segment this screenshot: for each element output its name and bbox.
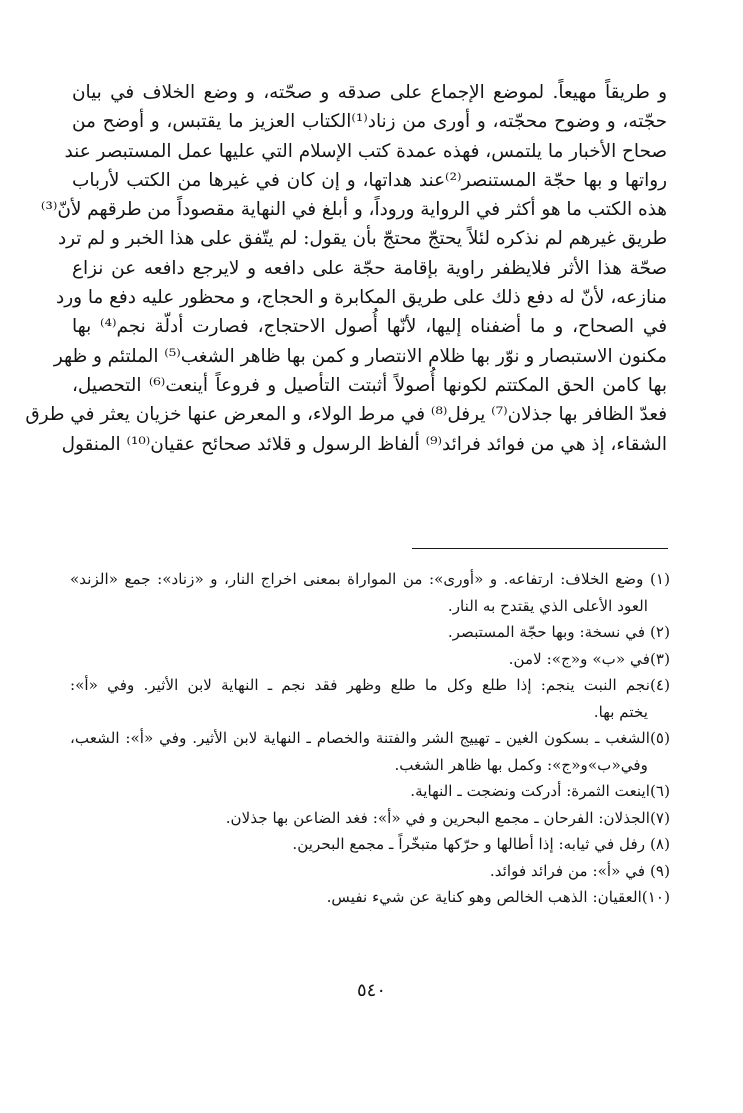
text-line: صحّة هذا الأثر فلايظفر راوية بإقامة حجّة على دافعه و لايرجع دافعه عن نزاع: [72, 257, 667, 279]
footnote-line: (٤)نجم النبت ينجم: إذا طلع وكل ما طلع وظهر فقد نجم ـ النهاية لابن الأثير. وفي «أ»:: [70, 676, 670, 694]
footnote-line: (٥)الشغب ـ بسكون الغين ـ تهييج الشر والفتنة والخصام ـ النهاية لابن الأثير. وفي «أ»: الشعب،: [70, 729, 670, 747]
footnotes: [70, 566, 670, 911]
footnote-line: وفي«ب»و«ج»: وكمل بها ظاهر الشغب.: [394, 755, 648, 774]
text-line: صحاح الأخبار ما يلتمس، فهذه عمدة كتب الإسلام التي عليها عمل المستبصر عند: [64, 140, 667, 162]
text-line: مكنون الاستبصار و نوّر بها ظلام الانتصار و كمن بها ظاهر الشغب⁽⁵⁾ الملتئم و ظهر: [53, 345, 667, 367]
main-text: [25, 78, 667, 459]
footnote-line: العود الأعلى الذي يقتدح به النار.: [447, 596, 648, 615]
footnote-separator: [412, 548, 668, 549]
text-line: فعدّ الظافر بها جذلان⁽⁷⁾ يرفل⁽⁸⁾ في مرط الولاء، و المعرض عنها خزيان يعثر في طرق: [25, 404, 667, 426]
text-line: في الصحاح، و ما أضفناه إليها، لأنّها أُصول الاحتجاج، فصارت أدلّة نجم⁽⁴⁾ بها: [72, 316, 667, 338]
footnote-line: (٨) رفل في ثيابه: إذا أطالها و حرّكها متبخّراً ـ مجمع البحرين.: [292, 835, 670, 853]
footnote-line: (٧)الجذلان: الفرحان ـ مجمع البحرين و في «أ»: فغد الضاعن بها جذلان.: [225, 808, 670, 827]
footnote-line: (٩) في «أ»: من فرائد فوائد.: [489, 861, 670, 880]
text-line: حجّته، و وضوح محجّته، و أورى من زناد⁽¹⁾الكتاب العزيز ما يقتبس، و أوضح من: [72, 111, 667, 133]
text-line: طريق غيرهم لم نذكره لئلاً يحتجّ محتجّ بأن يقول: لم يتّفق على هذا الخبر و لم ترد: [57, 228, 667, 250]
text-line: بها كامن الحق المكتتم لكونها أُصولاً أثبتت التأصيل و فروعاً أينعت⁽⁶⁾ التحصيل،: [72, 374, 667, 396]
text-line: منازعه، لأنّ له دفع ذلك على طريق المكابرة و الحجاج، و محظور عليه دفع ما ورد: [56, 287, 667, 309]
footnote-line: (١) وضع الخلاف: ارتفاعه. و «أورى»: من المواراة بمعنى اخراج النار، و «زناد»: جمع «الزند»: [70, 570, 670, 588]
footnote-line: (١٠)العقيان: الذهب الخالص وهو كناية عن شيء نفيس.: [326, 888, 670, 906]
footnote-line: (٦)اينعت الثمرة: أدركت ونضجت ـ النهاية.: [410, 782, 670, 800]
text-line: رواتها و بها حجّة المستنصر⁽²⁾عند هداتها، و إن كان في غيرها من الكتب لأرباب: [72, 169, 667, 191]
footnote-line: (٢) في نسخة: وبها حجّة المستبصر.: [447, 623, 670, 641]
page-number: ٥٤٠: [356, 980, 386, 1001]
text-line: و طريقاً مهيعاً. لموضع الإجماع على صدقه و صحّته، و وضع الخلاف في بيان: [72, 82, 667, 103]
text-line: هذه الكتب ما هو أكثر في الرواية وروداً، و أبلغ في النهاية مقصوداً من طرقهم لأنّ⁽³⁾: [40, 199, 667, 221]
text-line: الشقاء، إذ هي من فوائد فرائد⁽⁹⁾ ألفاظ الرسول و قلائد صحائح عقيان⁽¹⁰⁾ المنقول: [61, 433, 667, 455]
footnote-line: يختم بها.: [593, 702, 648, 721]
footnote-line: (٣)في «ب» و«ج»: لامن.: [508, 649, 670, 668]
